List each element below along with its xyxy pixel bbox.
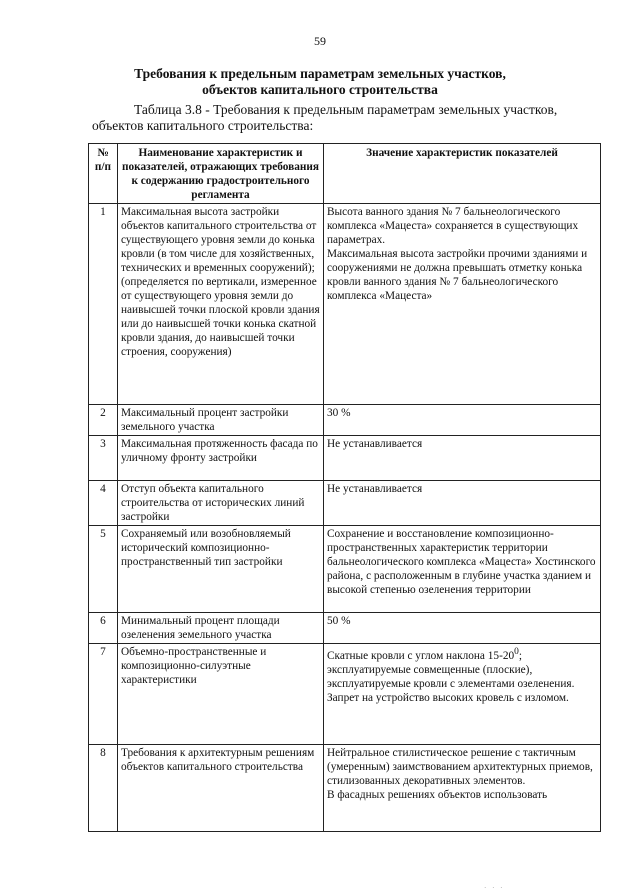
row-value	[324, 204, 601, 405]
header-number: № п/п	[89, 144, 118, 204]
row-number: 6	[89, 613, 118, 644]
table-caption-line-1: Таблица 3.8 - Требования к предельным параметрам земельных участков,	[134, 102, 558, 117]
row-name: Отступ объекта капитального строительства от исторических линий застройки	[118, 481, 324, 526]
row-value: Сохранение и восстановление композиционно-пространственных характеристик территории бальнеологического комплекса «Мацеста» Хостинского района, с расположенным в глубине участка зданием и высокой степенью озеленения территории	[324, 526, 601, 613]
row-name: Требования к архитектурным решениям объектов капитального строительства	[118, 745, 324, 832]
row-number: 5	[89, 526, 118, 613]
table-row	[89, 745, 601, 832]
table-row	[89, 481, 601, 526]
row-name: Сохраняемый или возобновляемый исторический композиционно-пространственный тип застройки	[118, 526, 324, 613]
document-heading: Требования к предельным параметрам земельных участков, объектов капитального строительства	[134, 66, 506, 97]
page-number: 59	[314, 34, 326, 48]
row-name: Максимальный процент застройки земельного участка	[118, 405, 324, 436]
table-header-row	[89, 144, 601, 204]
row-number: 3	[89, 436, 118, 481]
row-value	[324, 745, 601, 832]
scan-artifact: · · ·	[484, 884, 505, 892]
row-name: Минимальный процент площади озеленения земельного участка	[118, 613, 324, 644]
row-value	[324, 644, 601, 745]
row-value-text: ; эксплуатируемые совмещенные (плоские), эксплуатируемые кровли с элементами озеленения.	[327, 649, 575, 690]
row-name: Максимальная протяженность фасада по уличному фронту застройки	[118, 436, 324, 481]
degree-superscript: 0	[514, 647, 519, 657]
row-value-paragraph: Нейтральное стилистическое решение с тактичным (умеренным) заимствованием архитектурных приемов, стилизованных декоративных элементов.	[327, 747, 593, 787]
table-caption-line-2: объектов капитального строительства:	[92, 118, 314, 133]
row-name: Максимальная высота застройки объектов капитального строительства от существующего уровня земли до конька кровли (в том числе для хозяйственных, технических и временных сооружений); (определяется по вертикали, измеренное от существующего уровня земли до наивысшей точки плоской кровли здания или до наивысшей точки конька скатной кровли здания, до наивысшей точки строения, сооружения)	[118, 204, 324, 405]
requirements-table	[88, 143, 601, 832]
row-number: 7	[89, 644, 118, 745]
table-caption	[92, 102, 612, 134]
row-number: 8	[89, 745, 118, 832]
row-value-paragraph: Запрет на устройство высоких кровель с изломом.	[327, 691, 569, 704]
table-row	[89, 436, 601, 481]
table-row	[89, 613, 601, 644]
table-row	[89, 526, 601, 613]
row-value: Не устанавливается	[324, 481, 601, 526]
row-value: 50 %	[324, 613, 601, 644]
header-characteristic-value: Значение характеристик показателей	[324, 144, 601, 204]
row-value-paragraph: Максимальная высота застройки прочими зданиями и сооружениями не должна превышать отметку конька кровли ванного здания № 7 бальнеологического комплекса «Мацеста»	[327, 248, 588, 302]
row-name: Объемно-пространственные и композиционно-силуэтные характеристики	[118, 644, 324, 745]
row-value-paragraph: Высота ванного здания № 7 бальнеологического комплекса «Мацеста» сохраняется в существующих параметрах.	[327, 206, 579, 246]
row-number: 1	[89, 204, 118, 405]
row-number: 2	[89, 405, 118, 436]
table-row	[89, 644, 601, 745]
row-number: 4	[89, 481, 118, 526]
table-row	[89, 405, 601, 436]
row-value-paragraph: В фасадных решениях объектов использовать	[327, 789, 548, 801]
row-value-text: Скатные кровли с углом наклона 15-20	[327, 649, 515, 662]
row-value: 30 %	[324, 405, 601, 436]
header-characteristic-name: Наименование характеристик и показателей, отражающих требования к содержанию градостроительного регламента	[118, 144, 324, 204]
row-value-paragraph	[327, 645, 597, 691]
row-value: Не устанавливается	[324, 436, 601, 481]
table-row	[89, 204, 601, 405]
